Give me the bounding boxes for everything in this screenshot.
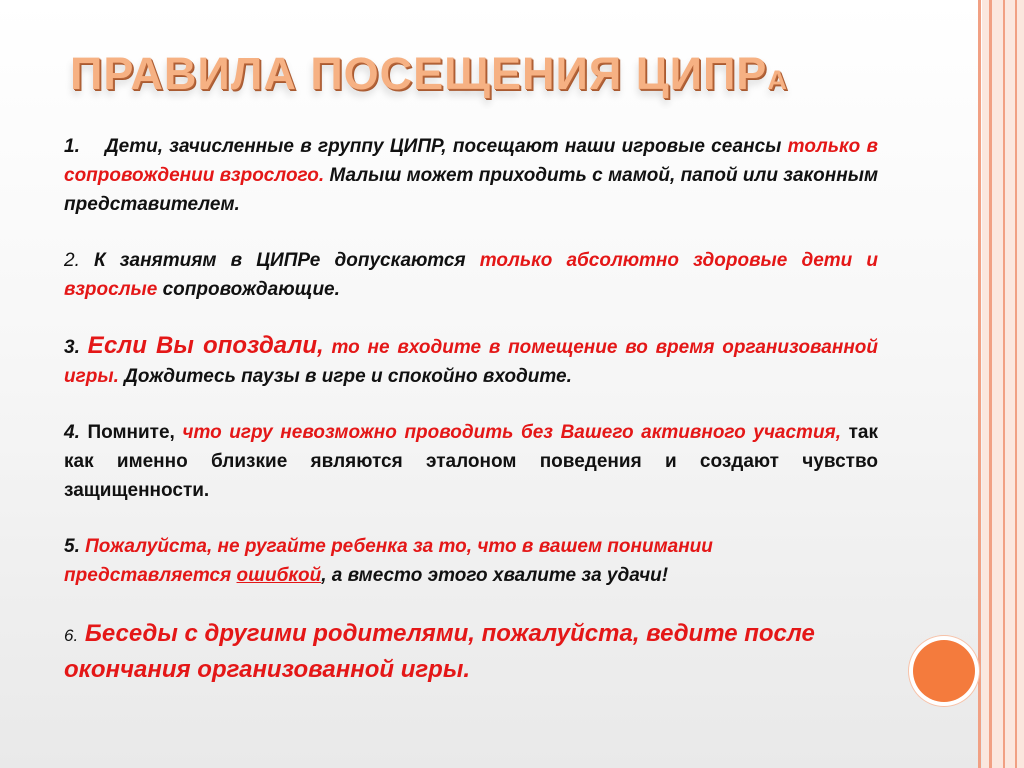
rule-text: Дети, зачисленные в группу ЦИПР, посещают наши игровые сеансы: [104, 136, 782, 157]
rule-text: так как именно близкие являются эталоном поведения и создают чувство защищенности.: [64, 422, 878, 501]
rule-text: сопровождающие.: [162, 279, 340, 300]
rule-highlight: только в сопровождении взрослого.: [64, 136, 879, 186]
rule-3: [64, 331, 878, 391]
rule-highlight: Пожалуйста, не ругайте ребенка за то, что в вашем понимании представляется: [64, 536, 713, 586]
rule-number: 5.: [64, 536, 80, 557]
title-suffix: А: [767, 65, 788, 95]
rule-text: Дождитесь паузы в игре и спокойно входите.: [124, 366, 572, 387]
rule-text: Малыш может приходить с мамой, папой или законным представителем.: [64, 165, 878, 215]
rules-list: [64, 132, 878, 714]
rule-1: [64, 132, 878, 219]
rule-text: Помните,: [87, 422, 175, 443]
rule-highlight: Беседы с другими родителями, пожалуйста, ведите после окончания организованной игры.: [64, 620, 815, 683]
rule-4: [64, 418, 878, 505]
rule-text: , а вместо этого хвалите за удачи!: [321, 565, 669, 586]
title-main: ПРАВИЛА ПОСЕЩЕНИЯ ЦИПР: [70, 48, 768, 99]
rule-number: 3.: [64, 337, 80, 358]
rule-2: [64, 246, 878, 304]
rule-highlight: Если Вы опоздали,: [87, 332, 324, 359]
rule-6: [64, 617, 878, 687]
slide-title: [70, 48, 830, 100]
frame-line: [1003, 0, 1005, 768]
rule-number: 4.: [64, 422, 80, 443]
rule-highlight: то не входите в помещение во время организованной игры.: [64, 337, 879, 387]
rule-number: 6.: [64, 626, 79, 645]
rule-highlight: что игру невозможно проводить без Вашего активного участия,: [182, 422, 842, 443]
frame-line: [978, 0, 981, 768]
decorative-dot: [913, 640, 975, 702]
rule-5: [64, 532, 878, 590]
frame-line: [1015, 0, 1017, 768]
rule-number: 1.: [64, 136, 80, 157]
rule-highlight-underlined: ошибкой: [236, 565, 322, 586]
rule-highlight: только абсолютно здоровые дети и взрослые: [64, 250, 879, 300]
rule-number: 2.: [64, 250, 80, 271]
rule-text: К занятиям в ЦИПРе допускаются: [94, 250, 466, 271]
frame-line: [989, 0, 992, 768]
